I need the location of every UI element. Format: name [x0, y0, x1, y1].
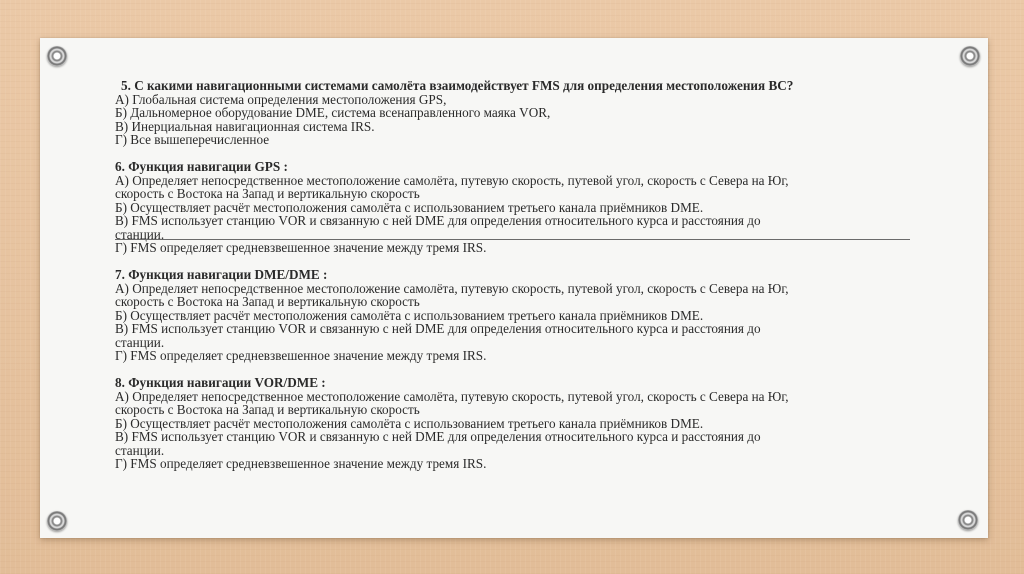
answer-option: В) Инерциальная навигационная система IRS. — [115, 118, 375, 134]
answer-option: А) Определяет непосредственное местоположение самолёта, путевую скорость, путевой угол, скорость с Севера на Юг, — [115, 172, 789, 188]
answer-option: Б) Осуществляет расчёт местоположения самолёта с использованием третьего канала приёмников DME. — [115, 307, 704, 323]
question-title: 6. Функция навигации GPS : — [115, 159, 288, 174]
answer-option: А) Глобальная система определения местоположения GPS, — [115, 91, 447, 107]
answer-option: В) FMS использует станцию VOR и связанную с ней DME для определения относительного курса и расстояния до — [115, 321, 761, 336]
question-title: 7. Функция навигации DME/DME : — [115, 267, 328, 282]
answer-option: станции. — [115, 442, 165, 458]
pushpin-icon — [958, 510, 978, 530]
question-title: 5. С какими навигационными системами самолёта взаимодействует FMS для определения местоположения ВС? — [121, 78, 794, 93]
slide-paper — [40, 38, 988, 538]
answer-option: Б) Осуществляет расчёт местоположения самолёта с использованием третьего канала приёмников DME. — [115, 415, 704, 431]
pushpin-icon — [47, 46, 67, 66]
answer-option: В) FMS использует станцию VOR и связанную с ней DME для определения относительного курса и расстояния до — [115, 213, 761, 228]
answer-option: А) Определяет непосредственное местоположение самолёта, путевую скорость, путевой угол, скорость с Севера на Юг, — [115, 280, 789, 296]
answer-option: Г) FMS определяет средневзвешенное значение между тремя IRS. — [115, 348, 487, 363]
answer-option: станции. — [115, 334, 165, 350]
answer-option: Г) Все вышеперечисленное — [115, 132, 270, 147]
answer-option: скорость с Востока на Запад и вертикальную скорость — [115, 402, 420, 417]
strikethrough-line — [115, 239, 910, 240]
question-5 — [115, 79, 905, 147]
answer-option: Б) Осуществляет расчёт местоположения самолёта с использованием третьего канала приёмников DME. — [115, 199, 704, 215]
question-7 — [115, 268, 905, 363]
question-6 — [115, 160, 905, 255]
pushpin-icon — [960, 46, 980, 66]
question-8 — [115, 376, 905, 471]
pushpin-icon — [47, 511, 67, 531]
question-title: 8. Функция навигации VOR/DME : — [115, 375, 326, 390]
answer-option: станции. — [115, 226, 165, 242]
answer-option: В) FMS использует станцию VOR и связанную с ней DME для определения относительного курса и расстояния до — [115, 429, 761, 444]
questions-list — [115, 79, 905, 471]
answer-option: скорость с Востока на Запад и вертикальную скорость — [115, 186, 420, 201]
answer-option: скорость с Востока на Запад и вертикальную скорость — [115, 294, 420, 309]
answer-option: Г) FMS определяет средневзвешенное значение между тремя IRS. — [115, 456, 487, 471]
answer-option: Б) Дальномерное оборудование DME, система всенаправленного маяка VOR, — [115, 105, 551, 120]
answer-option: Г) FMS определяет средневзвешенное значение между тремя IRS. — [115, 240, 487, 255]
answer-option: А) Определяет непосредственное местоположение самолёта, путевую скорость, путевой угол, скорость с Севера на Юг, — [115, 388, 789, 404]
